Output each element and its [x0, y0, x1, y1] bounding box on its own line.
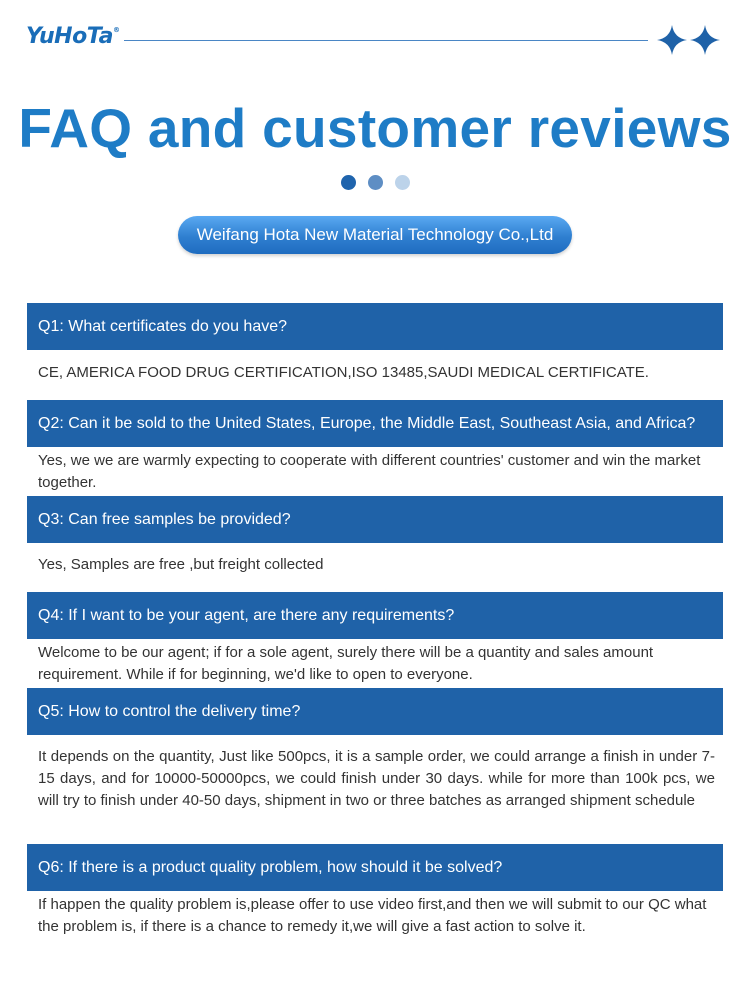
logo-text: YuHoTa: [26, 24, 113, 49]
registered-mark: ®: [112, 26, 120, 34]
faq-question: Q3: Can free samples be provided?: [27, 496, 723, 543]
faq-list: [27, 303, 723, 938]
dot-active: [341, 175, 356, 190]
faq-answer: Yes, Samples are free ,but freight collected: [38, 556, 324, 573]
faq-question: Q6: If there is a product quality problem, how should it be solved?: [27, 844, 723, 891]
four-point-sparkles-icon: [656, 22, 722, 58]
header-divider: [124, 40, 648, 41]
faq-question: Q4: If I want to be your agent, are there any requirements?: [27, 592, 723, 639]
page-title: FAQ and customer reviews: [18, 97, 732, 159]
company-name-badge: Weifang Hota New Material Technology Co.,Ltd: [178, 216, 572, 254]
faq-answer: Yes, we we are warmly expecting to cooperate with different countries' customer and win the market together.: [38, 452, 701, 491]
header: [0, 0, 750, 80]
dot: [395, 175, 410, 190]
faq-answer: If happen the quality problem is,please offer to use video first,and then we will submit to our QC what the problem is, if there is a chance to remedy it,we will give a fast action to solve it.: [38, 896, 707, 935]
logo: [26, 24, 119, 49]
faq-answer: CE, AMERICA FOOD DRUG CERTIFICATION,ISO 13485,SAUDI MEDICAL CERTIFICATE.: [38, 364, 649, 381]
faq-answer: Welcome to be our agent; if for a sole agent, surely there will be a quantity and sales amount requirement. While if for beginning, we'd like to open to everyone.: [38, 644, 654, 683]
dot: [368, 175, 383, 190]
faq-question: Q5: How to control the delivery time?: [27, 688, 723, 735]
pager-dots: [341, 175, 413, 191]
faq-question: Q1: What certificates do you have?: [27, 303, 723, 350]
faq-answer: It depends on the quantity, Just like 500pcs, it is a sample order, we could arrange a finish in under 7-15 days, and for 10000-50000pcs, we could finish under 30 days. while for more than 100k pcs, we will try to finish under 40-50 days, shipment in two or three batches as arranged shipment schedule: [38, 748, 715, 809]
faq-question: Q2: Can it be sold to the United States, Europe, the Middle East, Southeast Asia, and Africa?: [27, 400, 723, 447]
